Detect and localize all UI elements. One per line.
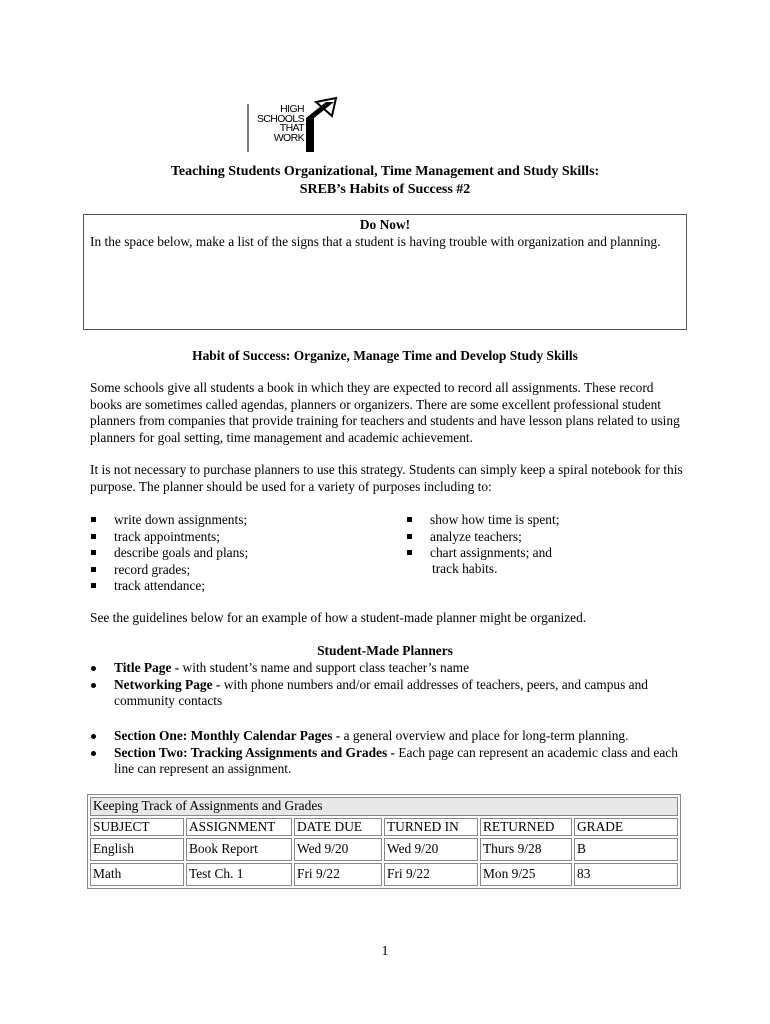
habit-heading: Habit of Success: Organize, Manage Time and Develop Study Skills (192, 348, 578, 363)
table-header: DATE DUE (294, 818, 382, 837)
list-item: Networking Page - with phone numbers and/or email addresses of teachers, peers, and campus and community contacts (90, 677, 680, 710)
list-item: chart assignments; and (406, 545, 686, 562)
do-now-text: In the space below, make a list of the signs that a student is having trouble with organization and planning. (90, 233, 661, 249)
logo-text: HIGH SCHOOLS THAT WORK (256, 103, 304, 144)
table-cell: Wed 9/20 (384, 838, 478, 861)
hstw-logo (246, 96, 340, 154)
assignments-table (87, 794, 681, 889)
table-header-row (90, 818, 678, 837)
table-header: ASSIGNMENT (186, 818, 292, 837)
purposes-list-right (406, 512, 686, 562)
table-cell: Wed 9/20 (294, 838, 382, 861)
table-caption: Keeping Track of Assignments and Grades (90, 797, 678, 816)
list-item: Section One: Monthly Calendar Pages - a general overview and place for long-term planning. (90, 728, 680, 745)
list-item: analyze teachers; (406, 529, 686, 546)
table-header: SUBJECT (90, 818, 184, 837)
table-cell: Fri 9/22 (294, 863, 382, 886)
do-now-heading: Do Now! (359, 217, 411, 232)
purposes-list-left (90, 512, 390, 595)
table-row (90, 863, 678, 886)
list-item: write down assignments; (90, 512, 390, 529)
table-cell: Math (90, 863, 184, 886)
list-item: show how time is spent; (406, 512, 686, 529)
list-item: record grades; (90, 562, 390, 579)
table-row (90, 838, 678, 861)
planner-sections-list-1 (90, 660, 680, 710)
list-item-continuation: track habits. (432, 561, 498, 576)
table-cell: Mon 9/25 (480, 863, 572, 886)
list-item: track attendance; (90, 578, 390, 595)
guidelines-text: See the guidelines below for an example of how a student-made planner might be organized. (90, 610, 587, 625)
table-cell: Fri 9/22 (384, 863, 478, 886)
list-item: track appointments; (90, 529, 390, 546)
planners-heading: Student-Made Planners (317, 643, 453, 658)
table-cell: B (574, 838, 678, 861)
document-title-line2: SREB’s Habits of Success #2 (299, 182, 471, 197)
document-title-line1: Teaching Students Organizational, Time Management and Study Skills: (170, 164, 600, 179)
arrow-logo-icon (246, 96, 340, 154)
list-item: describe goals and plans; (90, 545, 390, 562)
do-now-box (83, 214, 687, 330)
table-header: GRADE (574, 818, 678, 837)
table-header: TURNED IN (384, 818, 478, 837)
list-item: Title Page - with student’s name and support class teacher’s name (90, 660, 680, 677)
table-cell: English (90, 838, 184, 861)
table-cell: Book Report (186, 838, 292, 861)
table-cell: 83 (574, 863, 678, 886)
page-number: 1 (381, 944, 389, 959)
table-cell: Thurs 9/28 (480, 838, 572, 861)
list-item: Section Two: Tracking Assignments and Grades - Each page can represent an academic class and each line can represent an assignment. (90, 745, 680, 778)
table-cell: Test Ch. 1 (186, 863, 292, 886)
habit-paragraph-1: Some schools give all students a book in which they are expected to record all assignments. These record books are sometimes called agendas, planners or organizers. There are some excellent professional student planners from companies that provide training for teachers and students and have lesson plans related to using planners for goal setting, time management and academic achievement. (90, 380, 680, 445)
planner-sections-list-2 (90, 728, 680, 778)
habit-paragraph-2: It is not necessary to purchase planners to use this strategy. Students can simply keep a spiral notebook for this purpose. The planner should be used for a variety of purposes including to: (90, 462, 683, 494)
table-header: RETURNED (480, 818, 572, 837)
